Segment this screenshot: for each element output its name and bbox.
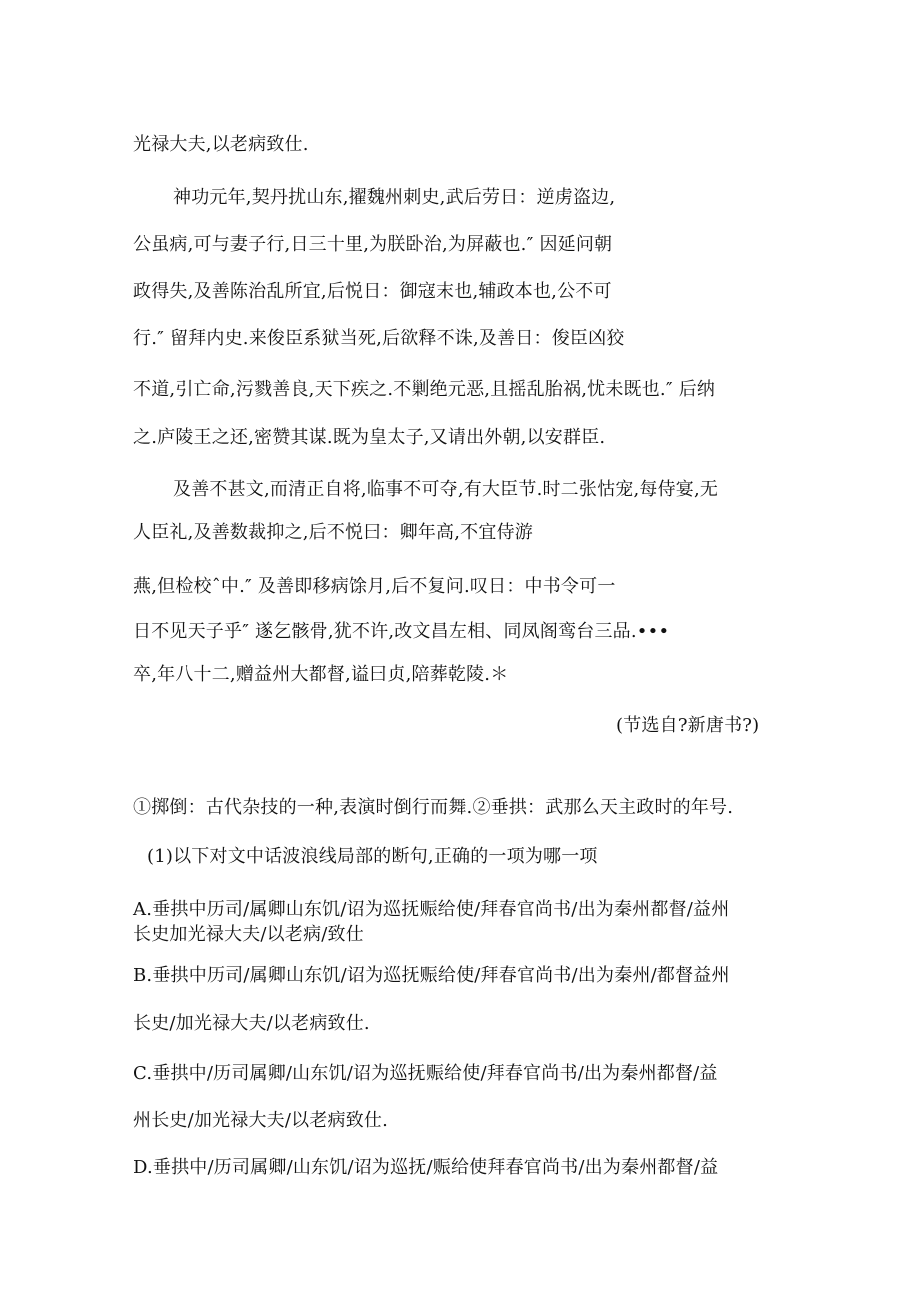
passage-line-11: 日不见天子乎″ 遂乞骸骨,犹不许,改文昌左相、同凤阁鸾台三品.•••	[133, 621, 670, 642]
option-c-line-1: C.垂拱中/历司属卿/山东饥/诏为巡抚赈给使/拜春官尚书/出为秦州都督/益	[133, 1063, 718, 1084]
annotation-notes: ①掷倒：古代杂技的一种,表演时倒行而舞.②垂拱：武那么天主政时的年号.	[133, 797, 734, 818]
passage-line-9: 人臣礼,及善数裁抑之,后不悦曰：卿年高,不宜侍游	[133, 522, 533, 543]
passage-line-10: 燕,但检校ˆ中.″ 及善即移病馀月,后不复问.叹日：中书令可一	[133, 576, 616, 597]
passage-line-1: 光禄大夫,以老病致仕.	[133, 134, 309, 155]
option-a-line-1: A.垂拱中历司/属卿山东饥/诏为巡抚赈给使/拜春官尚书/出为秦州都督/益州	[133, 899, 730, 920]
passage-line-7: 之.庐陵王之还,密赞其谋.既为皇太子,又请出外朝,以安群臣.	[133, 427, 606, 448]
option-d-line-1: D.垂拱中/历司属卿/山东饥/诏为巡抚/赈给使拜春官尚书/出为秦州都督/益	[133, 1157, 719, 1178]
passage-line-5: 行.″ 留拜内史.来俊臣系狱当死,后欲释不诛,及善日：俊臣凶狡	[133, 328, 625, 349]
passage-line-8: 及善不甚文,而清正自将,临事不可夺,有大臣节.时二张怙宠,每侍宴,无	[173, 479, 719, 500]
passage-line-4: 政得失,及善陈治乱所宜,后悦日：御寇末也,辅政本也,公不可	[133, 281, 612, 302]
option-b-line-1: B.垂拱中历司/属卿山东饥/诏为巡抚赈给使/拜春官尚书/出为秦州/都督益州	[133, 965, 730, 986]
option-b-line-2: 长史/加光禄大夫/以老病致仕.	[133, 1013, 370, 1034]
passage-line-12: 卒,年八十二,赠益州大都督,谥曰贞,陪葬乾陵.＊	[133, 664, 509, 685]
option-a-line-2: 长史加光禄大夫/以老病/致仕	[133, 924, 364, 945]
passage-line-3: 公虽病,可与妻子行,日三十里,为朕卧治,为屏蔽也.″ 因延问朝	[133, 234, 613, 255]
passage-line-2: 神功元年,契丹扰山东,擢魏州刺史,武后劳日：逆虏盗边,	[173, 187, 616, 208]
question-stem: (1)以下对文中话波浪线局部的断句,正确的一项为哪一项	[147, 846, 598, 867]
passage-line-6: 不道,引亡命,污戮善良,天下疾之.不剿绝元恶,且摇乱胎祸,忧未既也.″ 后纳	[133, 379, 716, 400]
option-c-line-2: 州长史/加光禄大夫/以老病致仕.	[133, 1110, 389, 1131]
source-citation: (节选自?新唐书?)	[616, 715, 760, 736]
